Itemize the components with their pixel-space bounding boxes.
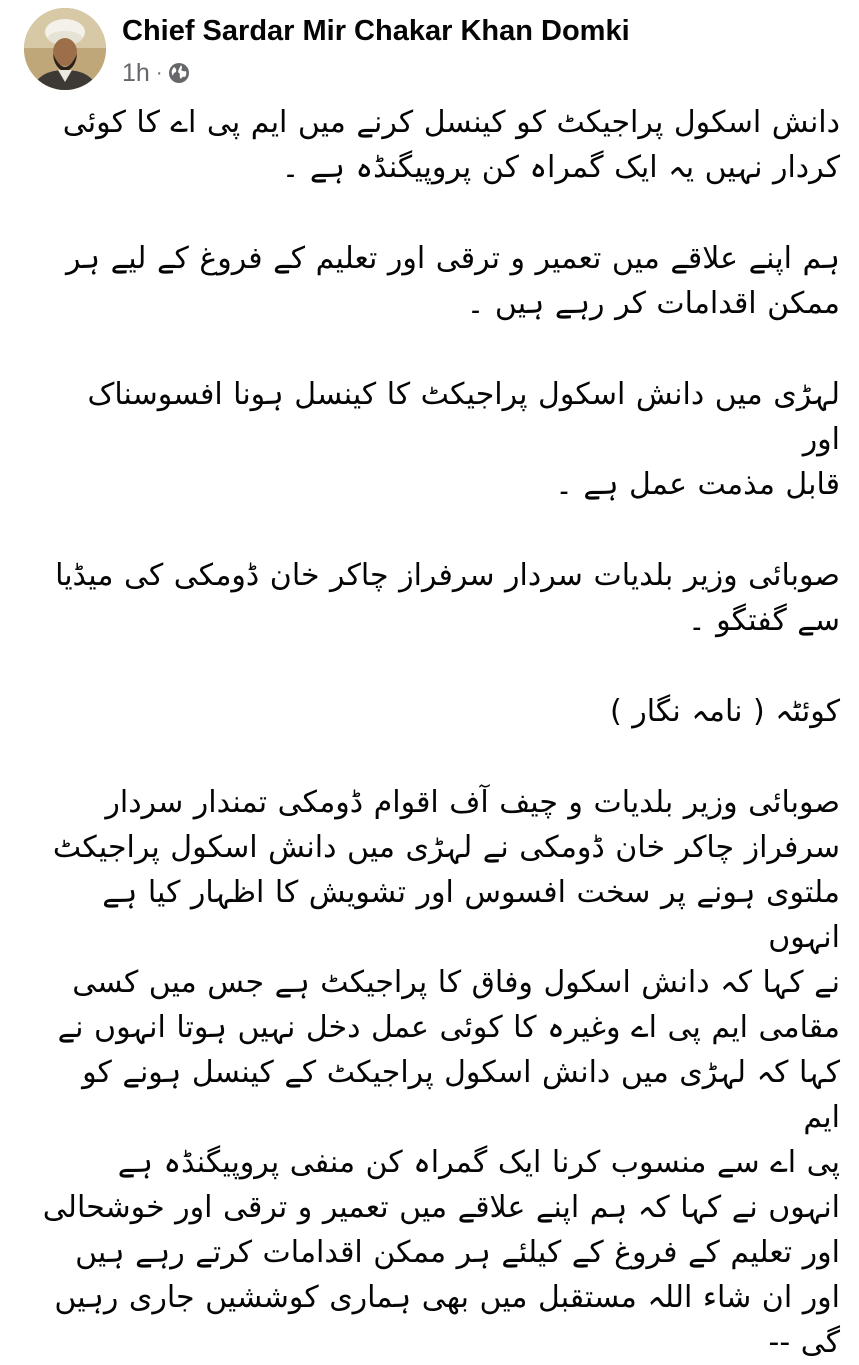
post-paragraph: لہڑی میں دانش اسکول پراجیکٹ کا کینسل ہونا افسوسناک اور قابل مذمت عمل ہے ۔ bbox=[87, 377, 840, 502]
profile-photo-icon bbox=[24, 8, 106, 90]
globe-icon[interactable] bbox=[168, 62, 190, 84]
post-body bbox=[40, 100, 840, 1365]
post-paragraph: ہم اپنے علاقے میں تعمیر و ترقی اور تعلیم کے فروغ کے لیے ہر ممکن اقدامات کر رہے ہیں ۔ bbox=[65, 241, 840, 321]
post-timestamp[interactable]: 1h bbox=[122, 58, 150, 87]
post-paragraph: صوبائی وزیر بلدیات سردار سرفراز چاکر خان ڈومکی کی میڈیا سے گفتگو ۔ bbox=[55, 558, 840, 638]
meta-separator: · bbox=[155, 62, 163, 84]
post-meta bbox=[122, 58, 190, 88]
post-paragraph: صوبائی وزیر بلدیات و چیف آف اقوام ڈومکی تمندار سردار سرفراز چاکر خان ڈومکی نے لہڑی میں دانش اسکول پراجیکٹ ملتوی ہونے پر سخت افسوس اور تشویش کا اظہار کیا ہے انہوں نے کہا کہ دانش اسکول وفاق کا پراجیکٹ ہے جس میں کسی مقامی ایم پی اے وغیرہ کا کوئی عمل دخل نہیں ہوتا انہوں نے کہا کہ لہڑی میں دانش اسکول پراجیکٹ کے کینسل ہونے کو ایم پی اے سے منسوب کرنا ایک گمراہ کن منفی پروپیگنڈہ ہے انہوں نے کہا کہ ہم اپنے علاقے میں تعمیر و ترقی اور خوشحالی اور تعلیم کے فروغ کے کیلئے ہر ممکن اقدامات کرتے رہے ہیں اور ان شاء اللہ مستقبل میں بھی ہماری کوششیں جاری رہیں گی -- bbox=[42, 785, 840, 1360]
post-paragraph: دانش اسکول پراجیکٹ کو کینسل کرنے میں ایم پی اے کا کوئی کردار نہیں یہ ایک گمراہ کن پروپیگنڈہ ہے ۔ bbox=[62, 105, 840, 185]
author-name[interactable]: Chief Sardar Mir Chakar Khan Domki bbox=[122, 15, 630, 47]
post-paragraph: کوئٹہ ( نامہ نگار ) bbox=[610, 694, 840, 729]
avatar[interactable] bbox=[24, 8, 106, 90]
post-header bbox=[24, 8, 834, 94]
